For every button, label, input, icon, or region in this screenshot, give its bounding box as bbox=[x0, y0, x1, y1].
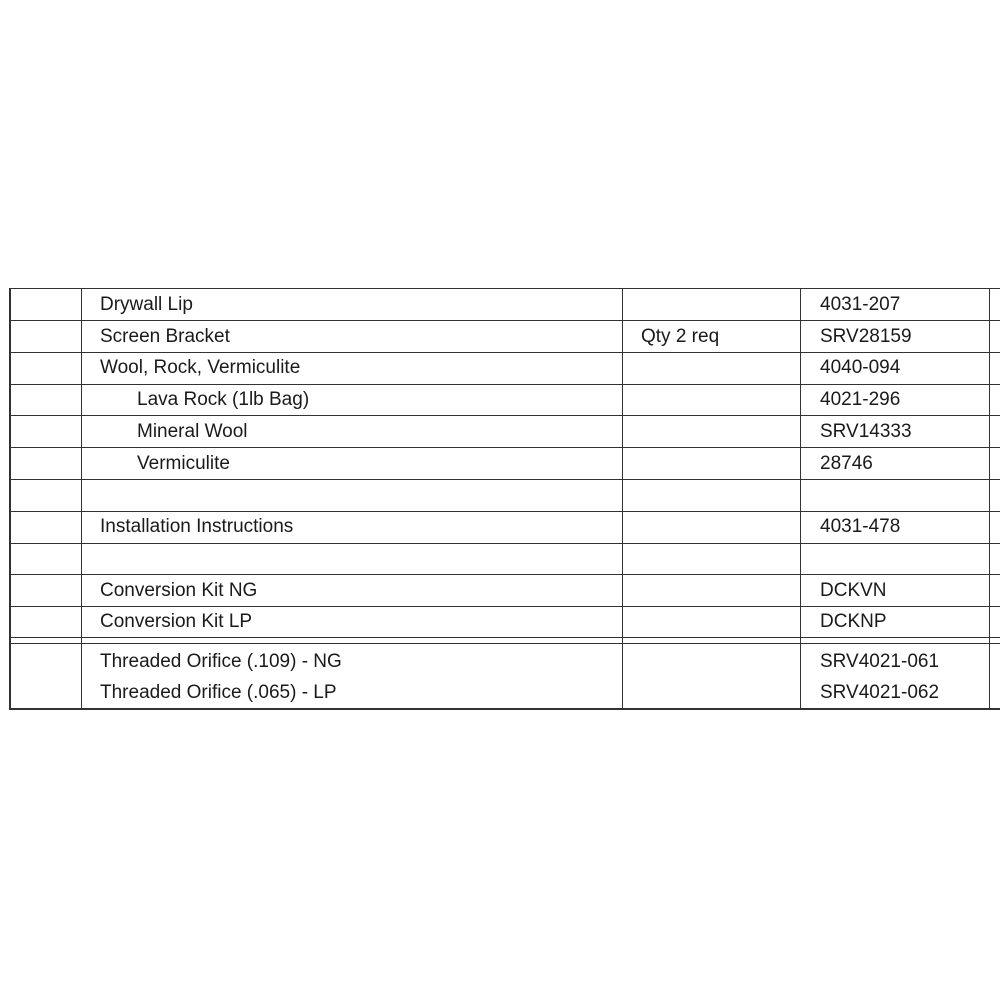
part-description: Conversion Kit NG bbox=[100, 580, 258, 601]
part-number: 4031-478 bbox=[820, 516, 901, 537]
part-number: DCKVN bbox=[820, 580, 887, 601]
part-number: SRV4021-062 bbox=[820, 682, 940, 703]
table-row-line bbox=[9, 320, 1000, 321]
table-row-line bbox=[9, 511, 1000, 512]
part-number: SRV28159 bbox=[820, 326, 912, 347]
part-number: SRV4021-061 bbox=[820, 651, 940, 672]
table-row-line bbox=[9, 447, 1000, 448]
table-row-line bbox=[9, 479, 1000, 480]
part-description: Installation Instructions bbox=[100, 516, 294, 537]
table-row-line bbox=[9, 415, 1000, 416]
quantity-note: Qty 2 req bbox=[641, 326, 720, 347]
part-number: 4040-094 bbox=[820, 357, 901, 378]
part-description: Conversion Kit LP bbox=[100, 611, 253, 632]
part-description: Mineral Wool bbox=[137, 421, 248, 442]
table-row-line bbox=[9, 288, 1000, 289]
table-row-line bbox=[9, 384, 1000, 385]
part-number: 4031-207 bbox=[820, 294, 901, 315]
table-row-line bbox=[9, 708, 1000, 710]
table-row-line bbox=[9, 352, 1000, 353]
part-description: Threaded Orifice (.109) - NG bbox=[100, 651, 342, 672]
part-description: Drywall Lip bbox=[100, 294, 193, 315]
part-number: 28746 bbox=[820, 453, 873, 474]
part-description: Screen Bracket bbox=[100, 326, 230, 347]
part-description: Wool, Rock, Vermiculite bbox=[100, 357, 301, 378]
table-row-line bbox=[9, 574, 1000, 575]
part-number: 4021-296 bbox=[820, 389, 901, 410]
table-row-line bbox=[9, 606, 1000, 607]
table-row-line bbox=[9, 643, 1000, 644]
part-description: Threaded Orifice (.065) - LP bbox=[100, 682, 337, 703]
parts-table bbox=[9, 288, 1000, 710]
part-description: Vermiculite bbox=[137, 453, 230, 474]
table-row-line bbox=[9, 543, 1000, 544]
part-number: SRV14333 bbox=[820, 421, 912, 442]
part-description: Lava Rock (1lb Bag) bbox=[137, 389, 310, 410]
table-row-line bbox=[9, 637, 1000, 638]
part-number: DCKNP bbox=[820, 611, 887, 632]
